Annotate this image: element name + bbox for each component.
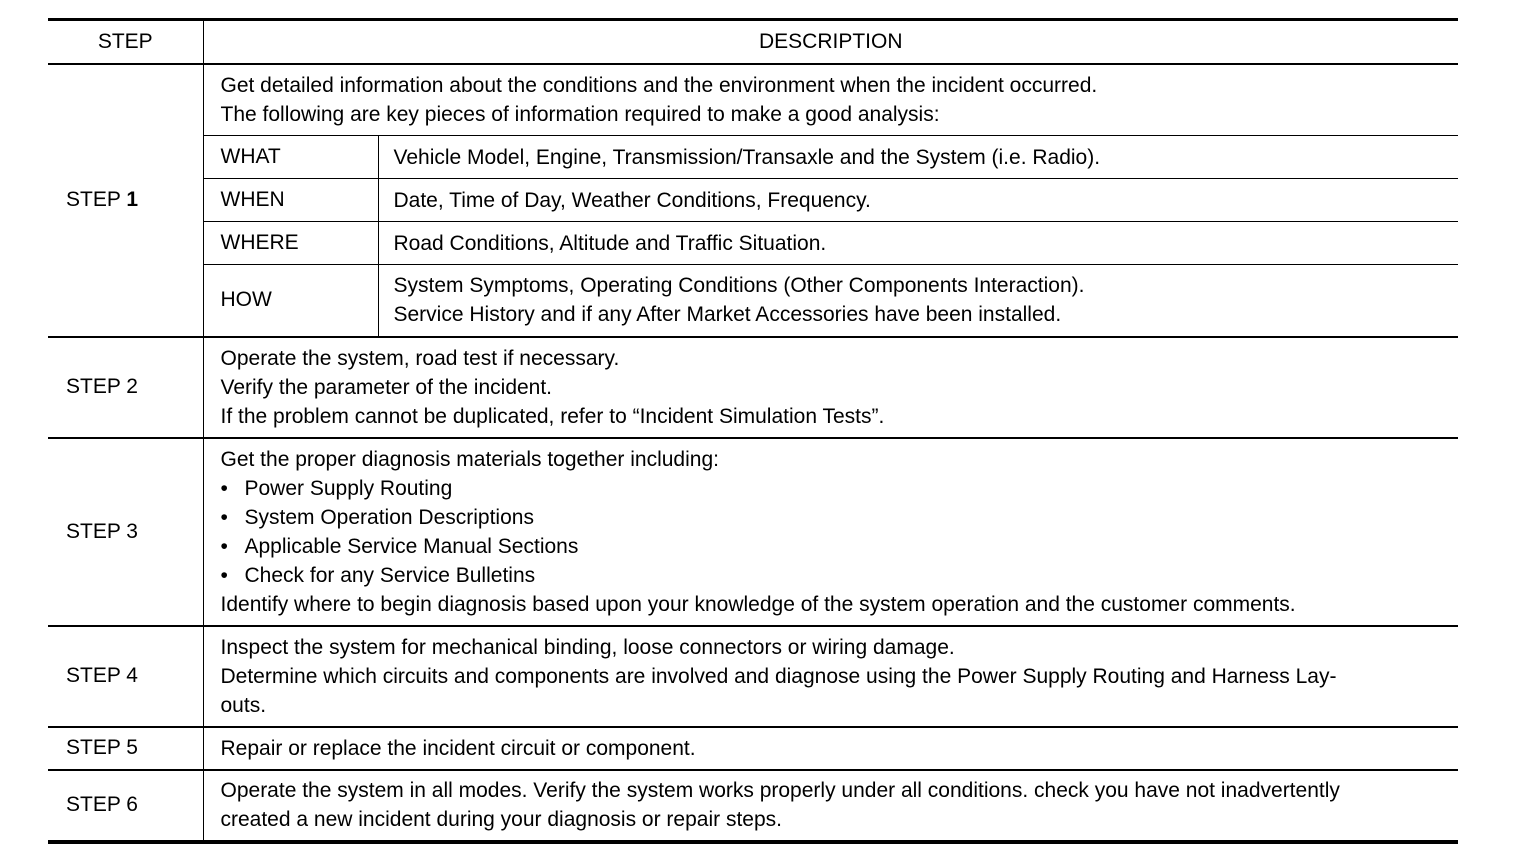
step5-description — [203, 727, 1458, 770]
detail-key-what: WHAT — [203, 136, 378, 179]
step1-intro — [203, 64, 1458, 136]
step4-description — [203, 626, 1458, 727]
step4-label: STEP 4 — [48, 626, 203, 727]
step2-label: STEP 2 — [48, 337, 203, 438]
header-row — [48, 20, 1458, 64]
step2-row — [48, 337, 1458, 438]
detail-key-how: HOW — [203, 265, 378, 337]
step6-label: STEP 6 — [48, 770, 203, 842]
step3-bullet — [221, 503, 1459, 532]
step2-line: Operate the system, road test if necessary. — [220, 346, 620, 370]
step3-bullet-text: System Operation Descriptions — [244, 505, 534, 529]
step1-detail-row — [48, 179, 1458, 222]
step1-detail-row — [48, 222, 1458, 265]
step6-line: created a new incident during your diagnosis or repair steps. — [220, 808, 782, 832]
detail-value-line: Date, Time of Day, Weather Conditions, Frequency. — [393, 188, 871, 212]
step5-line: Repair or replace the incident circuit or component. — [220, 736, 696, 760]
step1-label-prefix: STEP — [66, 188, 127, 212]
step1-detail-row — [48, 265, 1458, 337]
step6-description — [203, 770, 1458, 842]
bullet-icon: • — [220, 563, 228, 587]
header-step: STEP — [48, 20, 203, 64]
detail-key-when: WHEN — [203, 179, 378, 222]
step5-row — [48, 727, 1458, 770]
detail-value-line: System Symptoms, Operating Conditions (Other Components Interaction). — [393, 274, 1085, 298]
step4-line: Determine which circuits and components are involved and diagnose using the Power Supply Routing and Harness Lay- — [220, 664, 1337, 688]
step5-label: STEP 5 — [48, 727, 203, 770]
bullet-icon: • — [220, 505, 228, 529]
step3-bullet-text: Applicable Service Manual Sections — [244, 534, 579, 558]
step1-label — [48, 64, 203, 337]
step3-bullet — [221, 532, 1459, 561]
step1-intro-row — [48, 64, 1458, 136]
detail-value-line: Road Conditions, Altitude and Traffic Situation. — [393, 231, 827, 255]
step1-intro-line: The following are key pieces of information required to make a good analysis: — [220, 102, 940, 126]
step3-label: STEP 3 — [48, 438, 203, 626]
step4-row — [48, 626, 1458, 727]
detail-value-when — [378, 179, 1458, 222]
step4-line: outs. — [220, 693, 267, 717]
step2-line: If the problem cannot be duplicated, refer to “Incident Simulation Tests”. — [220, 404, 885, 428]
step3-bullet-text: Check for any Service Bulletins — [244, 563, 536, 587]
detail-value-where — [378, 222, 1458, 265]
step1-detail-row — [48, 136, 1458, 179]
step3-bullet — [221, 561, 1459, 590]
step3-row — [48, 438, 1458, 626]
step6-row — [48, 770, 1458, 842]
step2-line: Verify the parameter of the incident. — [220, 375, 553, 399]
detail-key-where: WHERE — [203, 222, 378, 265]
bullet-icon: • — [220, 476, 228, 500]
diagnosis-steps-table — [48, 18, 1458, 844]
step6-line: Operate the system in all modes. Verify the system works properly under all conditions. check you have not inadvertently — [220, 779, 1340, 803]
step4-line: Inspect the system for mechanical binding, loose connectors or wiring damage. — [220, 635, 955, 659]
step3-bullet-text: Power Supply Routing — [244, 476, 453, 500]
detail-value-how — [378, 265, 1458, 337]
step1-label-number: 1 — [126, 188, 138, 212]
step3-outro: Identify where to begin diagnosis based upon your knowledge of the system operation and the customer comments. — [220, 592, 1296, 616]
detail-value-what — [378, 136, 1458, 179]
step3-intro: Get the proper diagnosis materials together including: — [220, 447, 719, 471]
step3-description — [203, 438, 1458, 626]
detail-value-line: Vehicle Model, Engine, Transmission/Transaxle and the System (i.e. Radio). — [393, 145, 1101, 169]
step3-bullet — [221, 474, 1459, 503]
bullet-icon: • — [220, 534, 228, 558]
detail-value-line: Service History and if any After Market Accessories have been installed. — [393, 303, 1062, 327]
step1-intro-line: Get detailed information about the conditions and the environment when the incident occurred. — [220, 73, 1098, 97]
step2-description — [203, 337, 1458, 438]
header-description: DESCRIPTION — [203, 20, 1458, 64]
